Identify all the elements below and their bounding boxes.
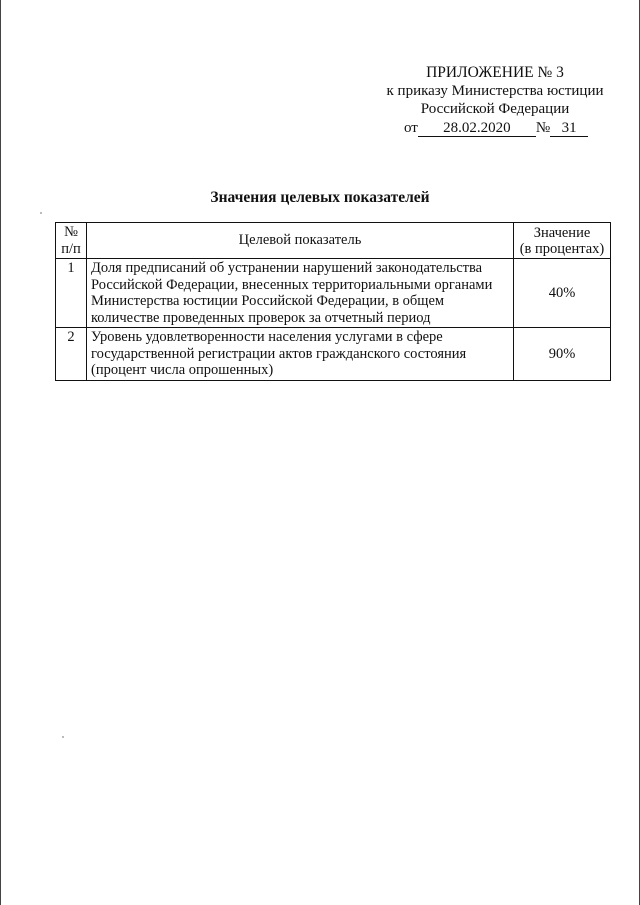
appendix-title: ПРИЛОЖЕНИЕ № 3	[426, 64, 564, 81]
table-row	[56, 328, 611, 381]
row-value: 40%	[514, 259, 611, 328]
header-num	[56, 223, 87, 259]
scan-speck	[62, 736, 64, 738]
page-edge-left	[0, 0, 1, 905]
appendix-ministry-line: Российской Федерации	[420, 101, 570, 117]
row-indicator: Уровень удовлетворенности населения услугами в сфере государственной регистрации актов гражданского состояния (процент числа опрошенных)	[87, 328, 514, 381]
date-prefix: от	[404, 120, 418, 136]
header-value	[514, 223, 611, 259]
header-num-line1: №	[64, 224, 78, 240]
header-value-line1: Значение	[533, 224, 591, 241]
targets-table	[55, 222, 611, 381]
number-prefix: №	[535, 120, 551, 136]
header-num-line2: п/п	[61, 240, 81, 257]
order-date-number-line	[404, 119, 588, 137]
row-value: 90%	[514, 328, 611, 381]
order-date: 28.02.2020	[418, 121, 536, 137]
row-indicator: Доля предписаний об устранении нарушений законодательства Российской Федерации, внесенных территориальными органами Министерства юстиции Российской Федерации, в общем количестве проведенных проверок за отчетный период	[87, 259, 514, 328]
header-value-line2: (в процентах)	[519, 240, 605, 257]
appendix-block	[360, 64, 630, 118]
header-indicator: Целевой показатель	[87, 223, 514, 259]
table-row	[56, 259, 611, 328]
scan-speck	[40, 212, 42, 214]
row-num: 1	[56, 259, 87, 328]
appendix-order-line: к приказу Министерства юстиции	[386, 83, 604, 99]
order-number: 31	[550, 121, 588, 137]
row-num: 2	[56, 328, 87, 381]
table-header-row	[56, 223, 611, 259]
document-heading: Значения целевых показателей	[210, 189, 430, 206]
